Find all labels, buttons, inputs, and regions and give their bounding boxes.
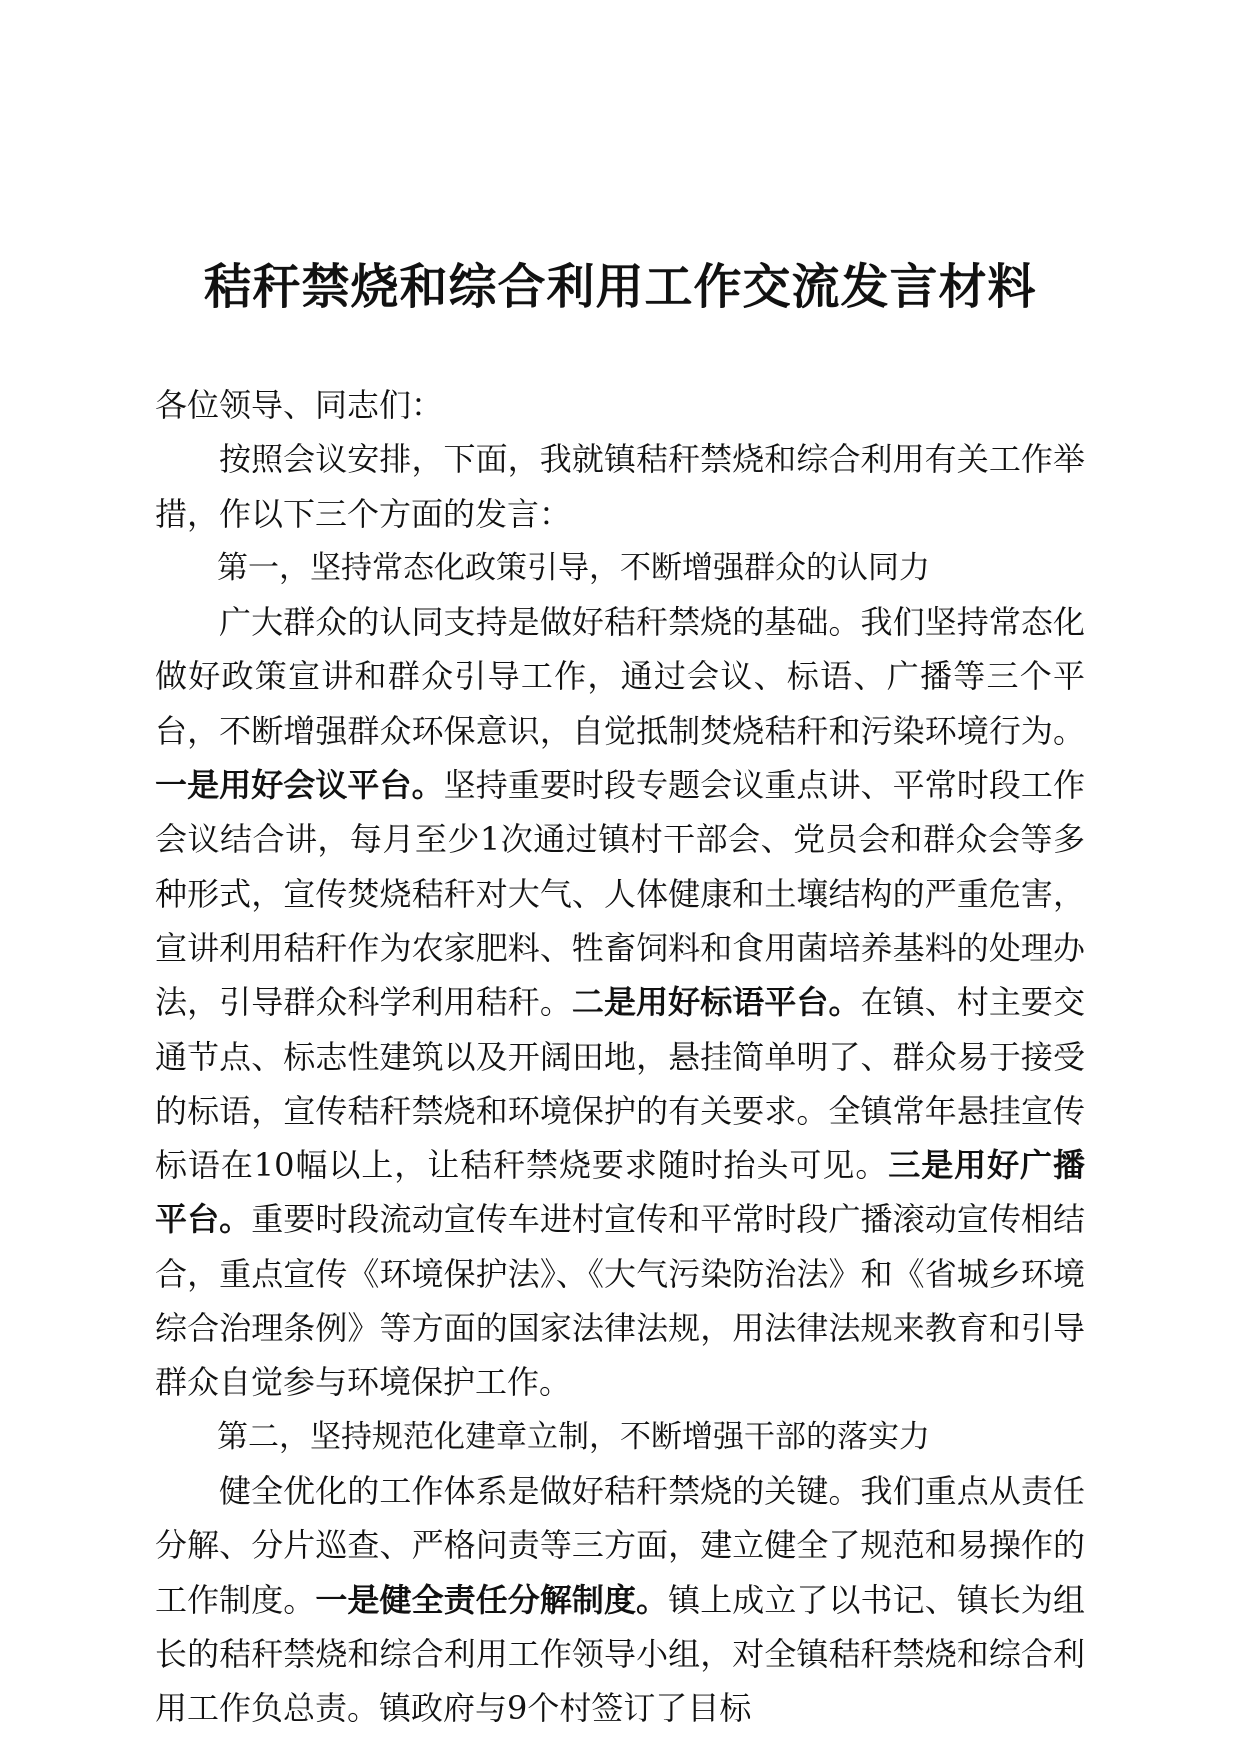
section1-bold-3: 三是用好广播平台。 bbox=[155, 1146, 1085, 1239]
section1-text-d: 在镇、村主要交通节点、标志性建筑以及开阔田地，悬挂简单明了、群众易于接受的标语，宣传秸秆禁烧和环境保护的有关要求。全镇常年悬挂宣传标语在10幅以上，让秸秆禁烧要求随时抬头可见。 bbox=[155, 983, 1085, 1185]
section1-bold-1: 一是用好会议平台。 bbox=[155, 766, 444, 805]
section1-text-c: 坚持重要时段专题会议重点讲、平常时段工作会议结合讲，每月至少1次通过镇村干部会、党员会和群众会等多种形式，宣传焚烧秸秆对大气、人体健康和土壤结构的严重危害，宣讲利用秸秆作为农家肥料、牲畜饲料和食用菌培养基料的处理办法，引导群众科学利用秸秆。 bbox=[155, 766, 1085, 1022]
intro-paragraph: 按照会议安排，下面，我就镇秸秆禁烧和综合利用有关工作举措，作以下三个方面的发言： bbox=[155, 440, 1085, 533]
section2-text-c: 镇上成立了以书记、镇长为组长的秸秆禁烧和综合利用工作领导小组，对全镇秸秆禁烧和综合利用工作负总责。镇政府与9个村签订了目标 bbox=[155, 1580, 1085, 1728]
section1-paragraph bbox=[155, 595, 1085, 1409]
section1-text-e: 重要时段流动宣传车进村宣传和平常时段广播滚动宣传相结合，重点宣传《环境保护法》、《大气污染防治法》和《省城乡环境综合治理条例》等方面的国家法律法规，用法律法规来教育和引导群众自觉参与环境保护工作。 bbox=[155, 1200, 1085, 1402]
section2-text-a: 健全优化的工作体系是做好秸秆禁烧的关键。我们重点从责任分解、分片巡查、严格问责等三方面，建立健全了规范和易操作的工作制度。 bbox=[155, 1471, 1085, 1619]
section2-bold-1: 一是健全责任分解制度。 bbox=[315, 1580, 669, 1619]
salutation: 各位领导、同志们： bbox=[155, 386, 444, 424]
section1-text-a: 广大群众的认同支持是做好秸秆禁烧的基础。我们坚持常态化做好政策宣讲和群众引导工作，通过会议、标语、广播等三个平台，不断增强群众环保意识，自觉抵制焚烧秸秆和污染环境行为。 bbox=[155, 603, 1085, 750]
section2-paragraph bbox=[155, 1464, 1085, 1735]
document-body bbox=[155, 378, 1085, 1735]
section1-heading: 第一，坚持常态化政策引导，不断增强群众的认同力 bbox=[217, 549, 930, 586]
document-title: 秸秆禁烧和综合利用工作交流发言材料 bbox=[203, 259, 1037, 315]
section1-bold-2: 二是用好标语平台。 bbox=[571, 983, 861, 1022]
section2-heading: 第二，坚持规范化建章立制，不断增强干部的落实力 bbox=[217, 1418, 930, 1455]
